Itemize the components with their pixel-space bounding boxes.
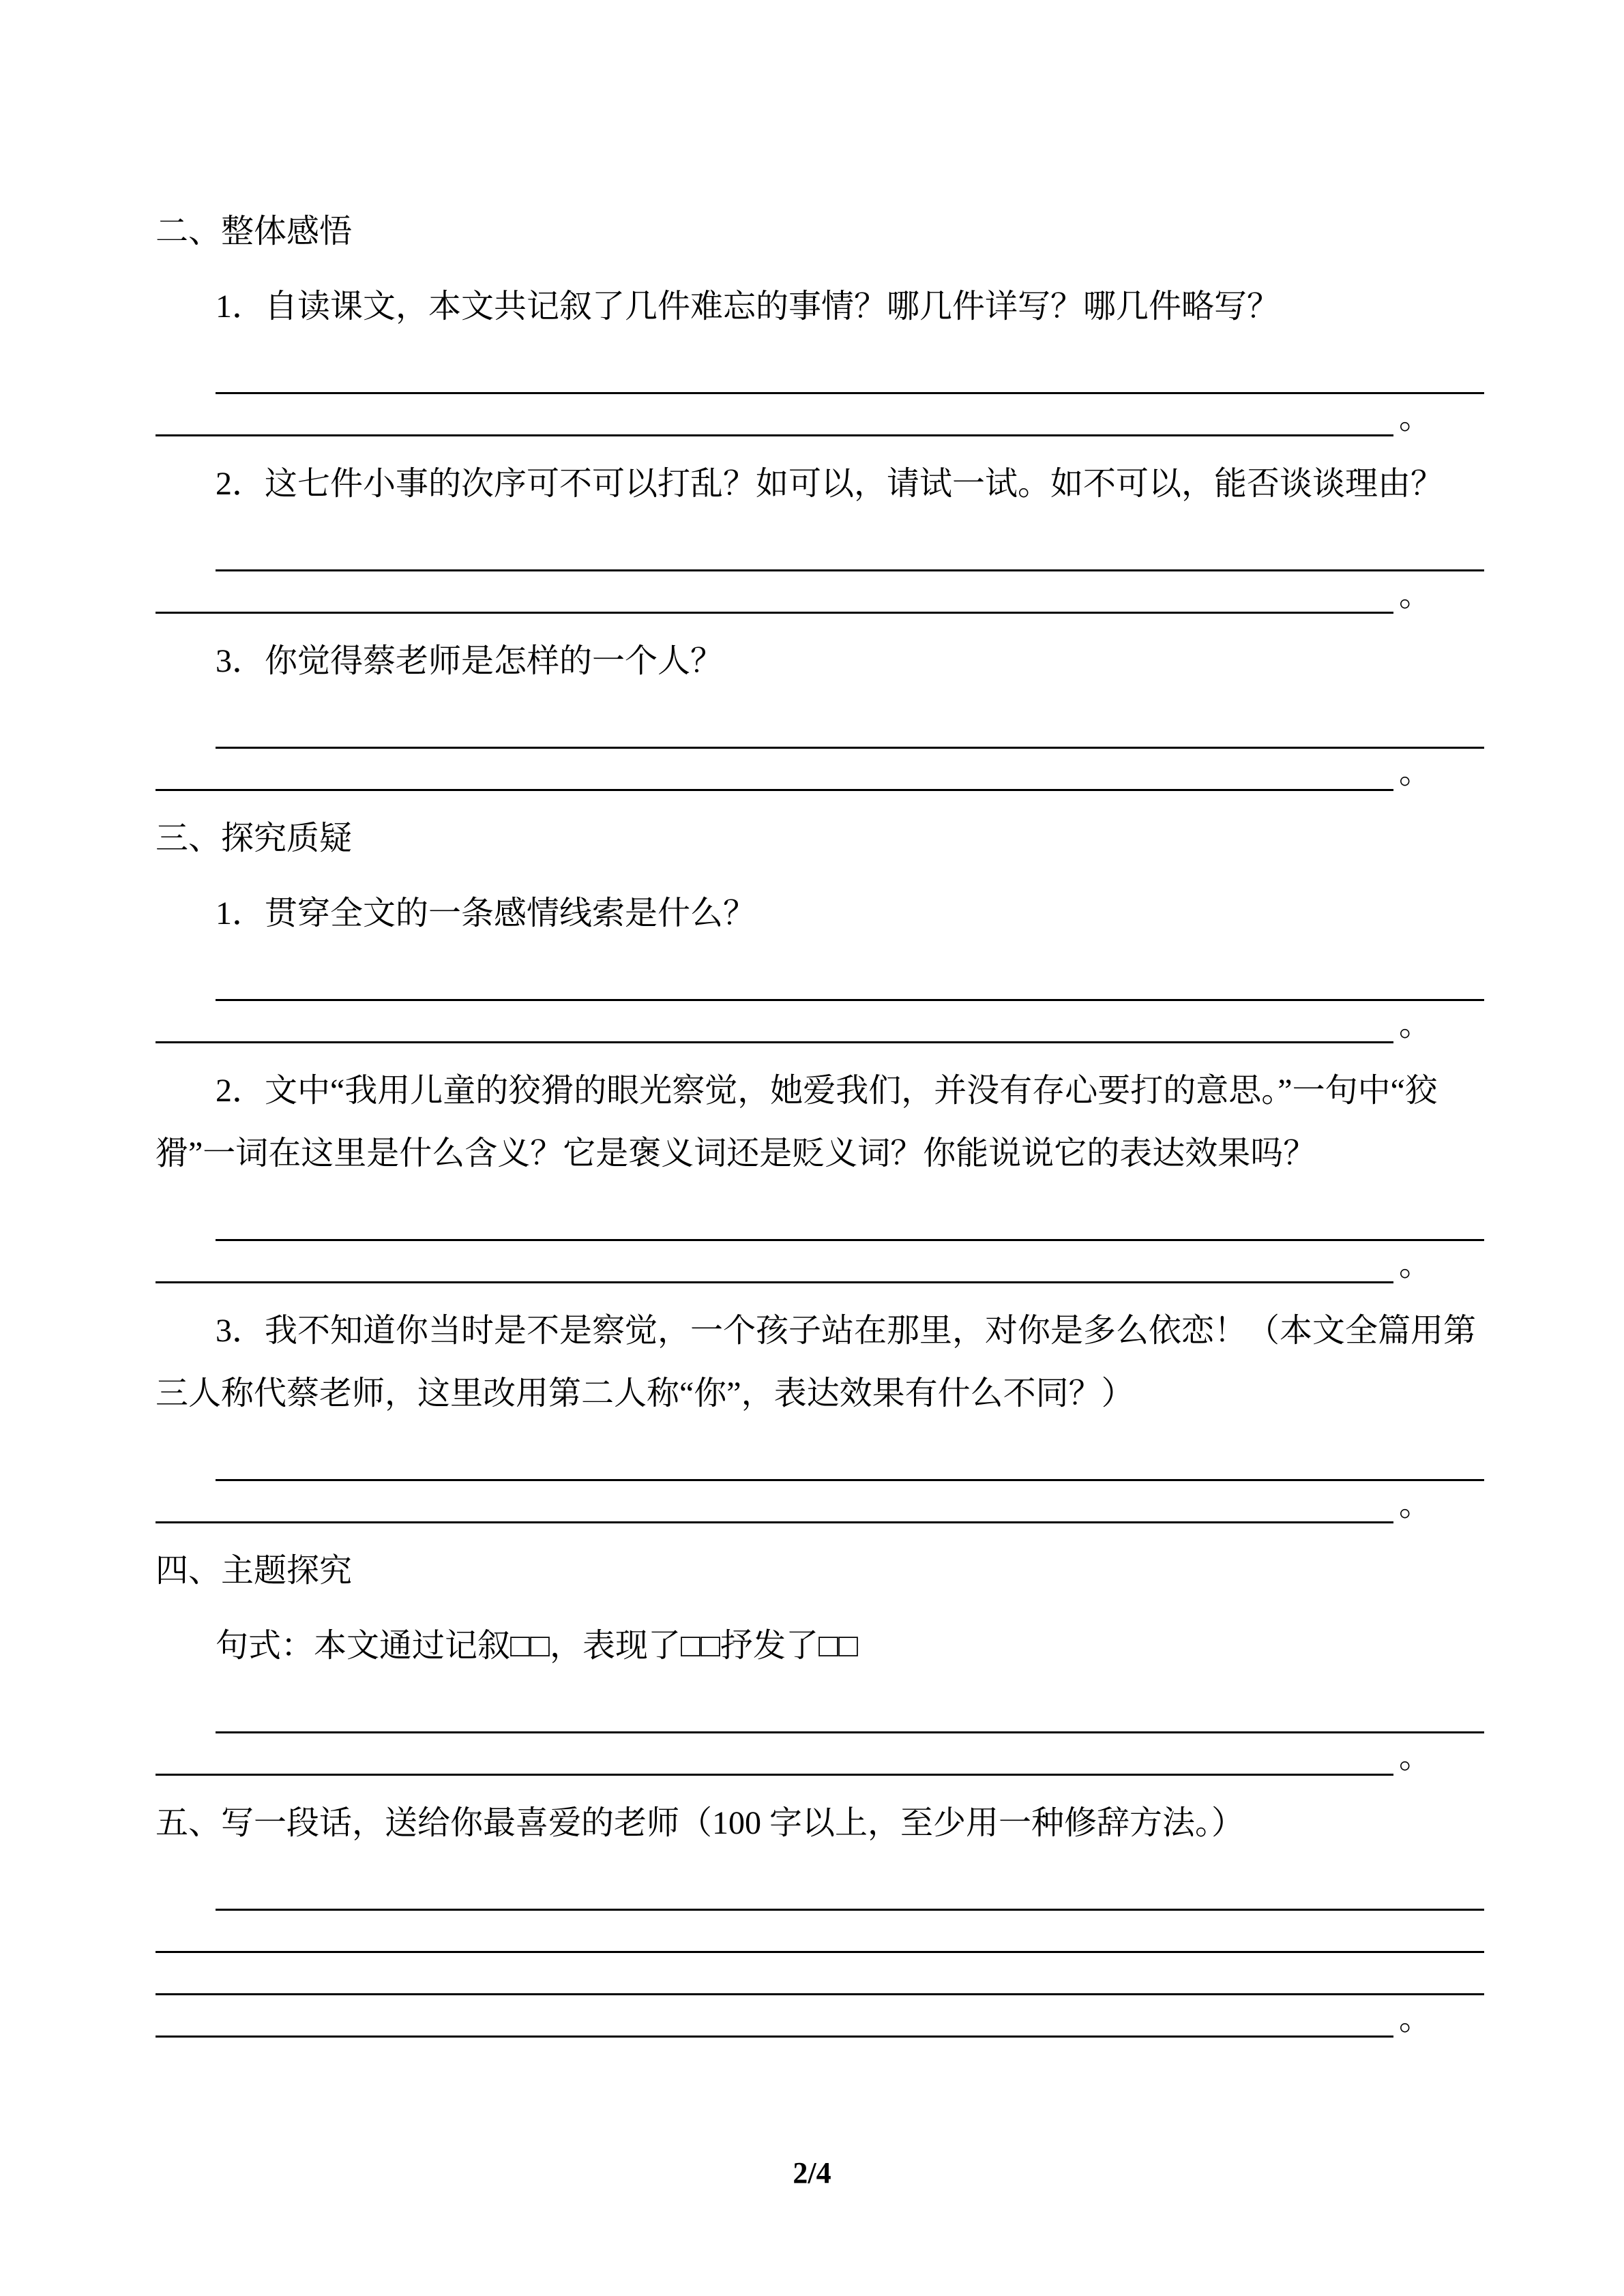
answer-line bbox=[156, 1911, 1484, 1953]
answer-line-row bbox=[156, 749, 1484, 791]
period-mark: 。 bbox=[1399, 1739, 1432, 1775]
period-mark: 。 bbox=[1399, 400, 1432, 436]
answer-line bbox=[156, 1001, 1393, 1043]
answer-line bbox=[216, 1199, 1484, 1241]
section-2-heading: 二、整体感悟 bbox=[156, 213, 353, 250]
worksheet-content bbox=[156, 191, 1484, 2054]
section-2-question-3: 3．你觉得蔡老师是怎样的一个人？ bbox=[216, 643, 724, 679]
section-2-question-2: 2．这七件小事的次序可不可以打乱？如可以，请试一试。如不可以，能否谈谈理由？ bbox=[216, 466, 1444, 502]
section-3-heading: 三、探究质疑 bbox=[156, 820, 353, 856]
answer-line bbox=[156, 1241, 1393, 1283]
answer-block bbox=[156, 1691, 1484, 1776]
section-3-question-3: 3．我不知道你当时是不是察觉，一个孩子站在那里，对你是多么依恋！（本文全篇用第三人称代蔡老师，这里改用第二人称“你”，表达效果有什么不同？） bbox=[156, 1313, 1477, 1412]
period-mark: 。 bbox=[1399, 1487, 1432, 1523]
answer-line-row bbox=[156, 1995, 1484, 2038]
answer-line bbox=[216, 1691, 1484, 1733]
section-4-heading: 四、主题探究 bbox=[156, 1553, 353, 1589]
answer-block bbox=[156, 1439, 1484, 1523]
answer-line bbox=[156, 1733, 1393, 1776]
period-mark: 。 bbox=[1399, 577, 1432, 613]
period-mark: 。 bbox=[1399, 1247, 1432, 1283]
section-3-question-2: 2．文中“我用儿童的狡猾的眼光察觉，她爱我们，并没有存心要打的意思。”一句中“狡猾”一词在这里是什么含义？它是褒义词还是贬义词？你能说说它的表达效果吗？ bbox=[156, 1073, 1438, 1172]
answer-line bbox=[216, 529, 1484, 571]
answer-line-row bbox=[156, 1481, 1484, 1523]
answer-line bbox=[156, 1953, 1484, 1995]
answer-line bbox=[156, 394, 1393, 436]
answer-block bbox=[156, 706, 1484, 791]
answer-line-row bbox=[156, 571, 1484, 614]
section-3-question-1: 1．贯穿全文的一条感情线索是什么？ bbox=[216, 895, 756, 931]
period-mark: 。 bbox=[1399, 754, 1432, 790]
period-mark: 。 bbox=[1399, 2001, 1432, 2037]
answer-block bbox=[156, 959, 1484, 1043]
answer-block bbox=[156, 1199, 1484, 1283]
answer-block bbox=[156, 352, 1484, 436]
answer-line bbox=[216, 1439, 1484, 1481]
answer-line-row bbox=[156, 1733, 1484, 1776]
answer-line bbox=[156, 749, 1393, 791]
period-mark: 。 bbox=[1399, 1007, 1432, 1043]
answer-line bbox=[216, 352, 1484, 394]
section-5-heading: 五、写一段话，送给你最喜爱的老师（100 字以上，至少用一种修辞方法。） bbox=[156, 1805, 1245, 1841]
section-4-prompt: 句式：本文通过记叙□□，表现了□□抒发了□□ bbox=[216, 1628, 858, 1664]
page-number: 2/4 bbox=[793, 2156, 831, 2190]
answer-line bbox=[216, 959, 1484, 1001]
answer-line bbox=[156, 571, 1393, 614]
answer-line bbox=[156, 1995, 1393, 2038]
answer-line bbox=[216, 1868, 1484, 1911]
answer-line-row bbox=[156, 394, 1484, 436]
answer-line-row bbox=[156, 1001, 1484, 1043]
answer-line bbox=[156, 1481, 1393, 1523]
section-2-question-1: 1．自读课文，本文共记叙了几件难忘的事情？哪几件详写？哪几件略写？ bbox=[216, 288, 1280, 325]
answer-block bbox=[156, 529, 1484, 614]
answer-line bbox=[216, 706, 1484, 749]
answer-line-row bbox=[156, 1241, 1484, 1283]
answer-block bbox=[156, 1868, 1484, 2038]
